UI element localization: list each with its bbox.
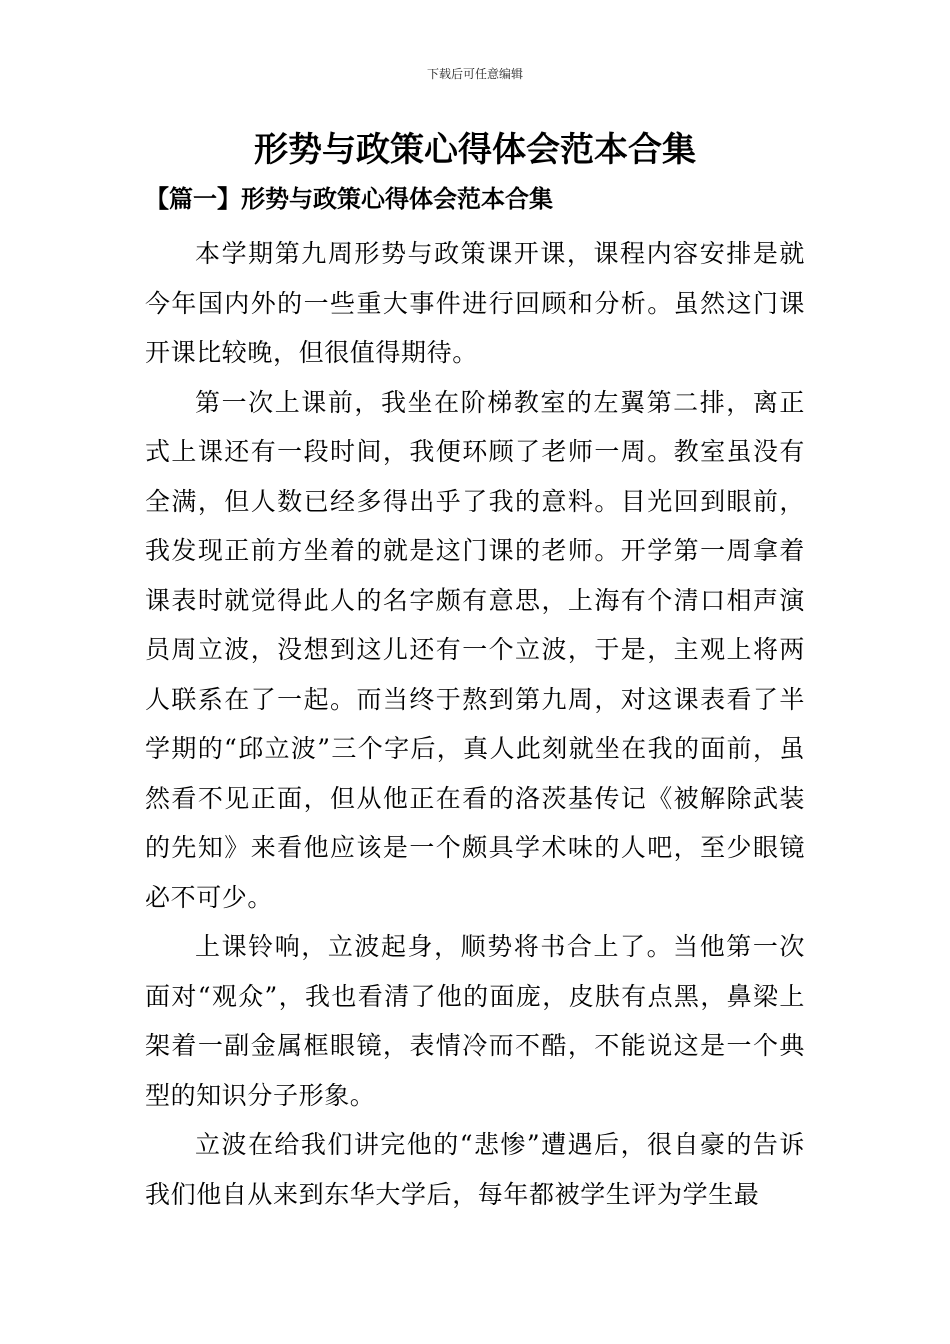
paragraph-2: 第一次上课前，我坐在阶梯教室的左翼第二排，离正式上课还有一段时间，我便环顾了老师一周。教室虽没有全满，但人数已经多得出乎了我的意料。目光回到眼前，我发现正前方坐着的就是这门课的老师。开学第一周拿着课表时就觉得此人的名字颇有意思，上海有个清口相声演员周立波，没想到这儿还有一个立波，于是，主观上将两人联系在了一起。而当终于熬到第九周，对这课表看了半学期的“邱立波”三个字后，真人此刻就坐在我的面前，虽然看不见正面，但从他正在看的洛茨基传记《被解除武装的先知》来看他应该是一个颇具学术味的人吧，至少眼镜必不可少。 [145,387,805,912]
paragraph-3: 上课铃响，立波起身，顺势将书合上了。当他第一次面对“观众”，我也看清了他的面庞，皮肤有点黑，鼻梁上架着一副金属框眼镜，表情冷而不酷，不能说这是一个典型的知识分子形象。 [145,932,805,1110]
header-note: 下载后可任意编辑 [426,67,523,81]
body-text [145,229,805,1219]
paragraph-4: 立波在给我们讲完他的“悲惨”遭遇后，很自豪的告诉我们他自从来到东华大学后，每年都被学生评为学生最 [145,1130,805,1209]
document-title: 形势与政策心得体会范本合集 [254,130,696,170]
paragraph-1: 本学期第九周形势与政策课开课，课程内容安排是就今年国内外的一些重大事件进行回顾和分析。虽然这门课开课比较晚，但很值得期待。 [145,239,805,367]
section-heading: 【篇一】形势与政策心得体会范本合集 [145,184,553,213]
